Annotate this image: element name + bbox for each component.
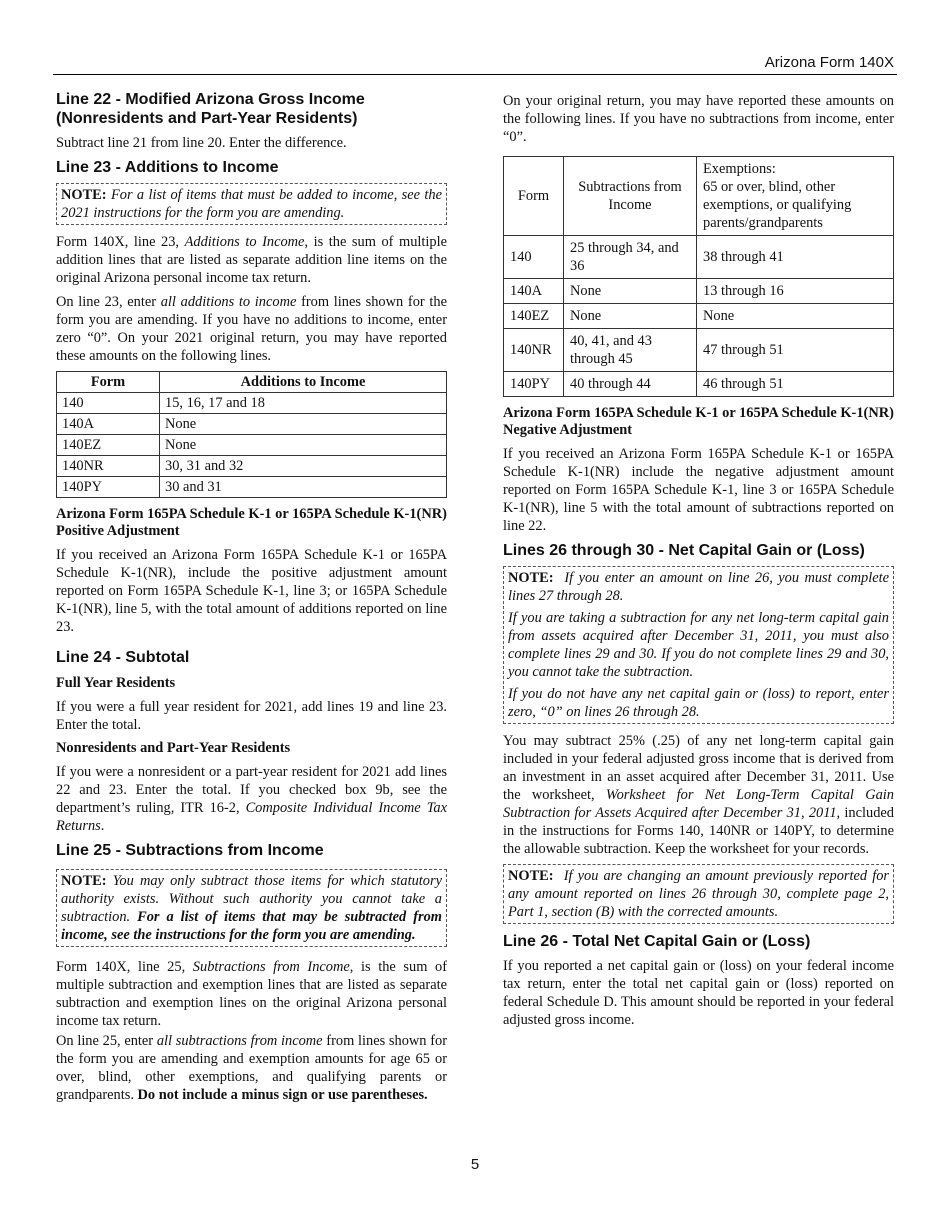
note-paragraph: If you do not have any net capital gain or (loss) to report, enter zero, “0” on lines 26 through 28. bbox=[508, 686, 889, 720]
table-row bbox=[504, 279, 894, 304]
line23-heading: Line 23 - Additions to Income bbox=[56, 159, 279, 176]
table-cell: 38 through 41 bbox=[697, 236, 894, 279]
text-run: , is the sum of multiple addition lines that are listed as separate addition line items on the original Arizona personal income tax return. bbox=[56, 234, 447, 286]
text-run-bold: Do not include a minus sign or use parentheses. bbox=[137, 1087, 428, 1103]
table-header-cell: Subtractions from Income bbox=[564, 157, 697, 236]
table-row bbox=[57, 414, 447, 435]
line25-heading: Line 25 - Subtractions from Income bbox=[56, 842, 324, 859]
note-text: For a list of items that must be added to income, see the 2021 instructions for the form you are amending. bbox=[61, 187, 442, 221]
note-label: NOTE: bbox=[508, 570, 554, 586]
text-run: , is the sum of multiple subtraction and exemption lines that are listed as separate subtraction and exemption lines on the original Arizona personal income tax return. bbox=[56, 959, 448, 1029]
text-run: . bbox=[100, 818, 105, 834]
table-cell: 140PY bbox=[504, 372, 564, 397]
table-cell: 40, 41, and 43 through 45 bbox=[564, 329, 697, 372]
full-year-heading: Full Year Residents bbox=[56, 675, 176, 691]
text-run-italic: Additions to Income bbox=[184, 234, 305, 250]
note-label: NOTE: bbox=[61, 873, 107, 889]
note-changing-amounts bbox=[503, 864, 894, 924]
table-header-row bbox=[504, 157, 894, 236]
capital-gain-subtraction-text bbox=[503, 732, 894, 858]
text-run: Form 140X, line 23, bbox=[56, 234, 185, 250]
left-column bbox=[56, 90, 447, 1110]
full-year-text: If you were a full year resident for 2021, add lines 19 and line 23. Enter the total. bbox=[56, 699, 447, 733]
table-cell: 25 through 34, and 36 bbox=[564, 236, 697, 279]
table-cell: 140EZ bbox=[57, 435, 160, 456]
negative-adjustment-text: If you received an Arizona Form 165PA Schedule K-1 or 165PA Schedule K-1(NR) include the negative adjustment amount reported on Form 165PA Schedule K-1, line 3 or 165PA Schedule K-1(NR), line 5 with the total amount of subtractions reported on line 22. bbox=[503, 446, 894, 534]
note-subtractions bbox=[56, 869, 447, 947]
text-run-italic: all additions to income bbox=[160, 294, 297, 310]
note-paragraph: If you are taking a subtraction for any net long-term capital gain from assets acquired after December 31, 2011, you must also complete lines 29 and 30. If you do not complete lines 29 and 30, you cannot take the subtraction. bbox=[508, 610, 889, 680]
table-header-cell: Additions to Income bbox=[160, 372, 447, 393]
table-cell: 140NR bbox=[504, 329, 564, 372]
note-paragraph bbox=[508, 569, 889, 605]
text-run: from lines shown for the form you are amending and exemption amounts for age 65 or over, blind, other exemptions, and qualifying parents or grandparents. bbox=[56, 1033, 447, 1103]
table-header-cell: Form bbox=[504, 157, 564, 236]
negative-adjustment-heading: Arizona Form 165PA Schedule K-1 or 165PA Schedule K-1(NR) Negative Adjustment bbox=[503, 405, 894, 438]
table-cell: None bbox=[160, 414, 447, 435]
nonresidents-text bbox=[56, 763, 447, 835]
table-cell: 30, 31 and 32 bbox=[160, 456, 447, 477]
table-cell: 140A bbox=[57, 414, 160, 435]
text-run: On line 23, enter bbox=[56, 294, 161, 310]
table-row bbox=[504, 236, 894, 279]
note-label: NOTE: bbox=[61, 187, 107, 203]
positive-adjustment-text: If you received an Arizona Form 165PA Schedule K-1 or 165PA Schedule K-1(NR), include the positive adjustment amount reported on Form 165PA Schedule K-1, line 3; or 165PA Schedule K-1(NR), line 5, with the total amount of additions reported on line 23. bbox=[56, 547, 447, 635]
table-cell: 15, 16, 17 and 18 bbox=[160, 393, 447, 414]
table-cell: None bbox=[564, 304, 697, 329]
note-label: NOTE: bbox=[508, 868, 554, 884]
line26-text: If you reported a net capital gain or (loss) on your federal income tax return, enter the total net capital gain or (loss) reported on federal Schedule D. This amount should be reported in your federal adjusted gross income. bbox=[503, 958, 894, 1028]
note-text: If you enter an amount on line 26, you must complete lines 27 through 28. bbox=[508, 570, 889, 604]
table-cell: 46 through 51 bbox=[697, 372, 894, 397]
line25-paragraph-2 bbox=[56, 1032, 447, 1104]
note-capital-gain bbox=[503, 566, 894, 724]
table-cell: 30 and 31 bbox=[160, 477, 447, 498]
text-run: Form 140X, line 25, bbox=[56, 959, 193, 975]
text-run: included in the instructions for Forms 140, 140NR or 140PY, to determine the allowable subtraction. Keep the worksheet for your records. bbox=[503, 805, 894, 857]
line23-paragraph-1 bbox=[56, 233, 447, 287]
note-text: If you are changing an amount previously reported for any amount reported on lines 26 through 30, complete page 2, Part 1, section (B) with the corrected amounts. bbox=[508, 868, 889, 920]
nonresidents-heading: Nonresidents and Part-Year Residents bbox=[56, 740, 291, 756]
table-row bbox=[504, 304, 894, 329]
note-text: You may only subtract those items for which statutory authority exists. Without such authority you cannot take a subtraction. bbox=[61, 873, 442, 925]
table-cell: None bbox=[697, 304, 894, 329]
text-run-italic: all subtractions from income bbox=[156, 1033, 323, 1049]
table-cell: 140PY bbox=[57, 477, 160, 498]
text-run-italic: Subtractions from Income bbox=[192, 959, 350, 975]
table-cell: None bbox=[160, 435, 447, 456]
text-run: You may subtract 25% (.25) of any net long-term capital gain included in your federal adjusted gross income that is derived from an investment in an asset acquired after December 31, 2011. Use the worksheet, bbox=[503, 733, 894, 803]
positive-adjustment-heading: Arizona Form 165PA Schedule K-1 or 165PA Schedule K-1(NR) Positive Adjustment bbox=[56, 506, 447, 539]
table-cell: 140 bbox=[504, 236, 564, 279]
table-cell: 40 through 44 bbox=[564, 372, 697, 397]
lines26-30-heading: Lines 26 through 30 - Net Capital Gain or (Loss) bbox=[503, 542, 865, 559]
table-row bbox=[57, 477, 447, 498]
table-cell: 140EZ bbox=[504, 304, 564, 329]
text-run: On line 25, enter bbox=[56, 1033, 157, 1049]
table-header-row bbox=[57, 372, 447, 393]
table-header-cell: Form bbox=[57, 372, 160, 393]
right-column bbox=[503, 92, 894, 1035]
line26-heading: Line 26 - Total Net Capital Gain or (Loss) bbox=[503, 933, 811, 950]
note-additions bbox=[56, 183, 447, 225]
line22-text: Subtract line 21 from line 20. Enter the difference. bbox=[56, 135, 347, 151]
note-text-bold: For a list of items that may be subtracted from income, see the instructions for the form you are amending. bbox=[61, 909, 442, 943]
table-row bbox=[57, 393, 447, 414]
form-title-header: Arizona Form 140X bbox=[764, 54, 894, 71]
table-header-cell: Exemptions: 65 or over, blind, other exemptions, or qualifying parents/grandparents bbox=[697, 157, 894, 236]
line25-paragraph-1 bbox=[56, 958, 447, 1030]
text-run-italic: Composite Individual Income Tax Returns bbox=[56, 800, 447, 834]
table-row bbox=[57, 456, 447, 477]
page-number: 5 bbox=[470, 1156, 480, 1173]
table-cell: 140A bbox=[504, 279, 564, 304]
subtractions-intro: On your original return, you may have reported these amounts on the following lines. If you have no subtractions from income, enter “0”. bbox=[503, 93, 894, 145]
table-cell: 47 through 51 bbox=[697, 329, 894, 372]
subtractions-table bbox=[503, 156, 894, 397]
table-row bbox=[504, 329, 894, 372]
table-row bbox=[57, 435, 447, 456]
header-divider bbox=[53, 74, 897, 75]
line24-heading: Line 24 - Subtotal bbox=[56, 649, 190, 666]
line22-heading: Line 22 - Modified Arizona Gross Income (Nonresidents and Part-Year Residents) bbox=[56, 91, 365, 127]
line23-paragraph-2 bbox=[56, 293, 447, 365]
table-cell: 140 bbox=[57, 393, 160, 414]
table-cell: None bbox=[564, 279, 697, 304]
text-run: If you were a nonresident or a part-year resident for 2021 add lines 22 and 23. Enter the total. If you checked box 9b, see the department’s ruling, ITR 16-2, bbox=[56, 764, 447, 816]
text-run: from lines shown for the form you are amending. If you have no additions to income, enter zero “0”. On your 2021 original return, you may have reported these amounts on the following lines. bbox=[56, 294, 447, 364]
text-run-italic: Worksheet for Net Long-Term Capital Gain Subtraction for Assets Acquired after December 31, 2011, bbox=[503, 787, 894, 821]
table-cell: 13 through 16 bbox=[697, 279, 894, 304]
table-row bbox=[504, 372, 894, 397]
table-cell: 140NR bbox=[57, 456, 160, 477]
additions-table bbox=[56, 371, 447, 498]
